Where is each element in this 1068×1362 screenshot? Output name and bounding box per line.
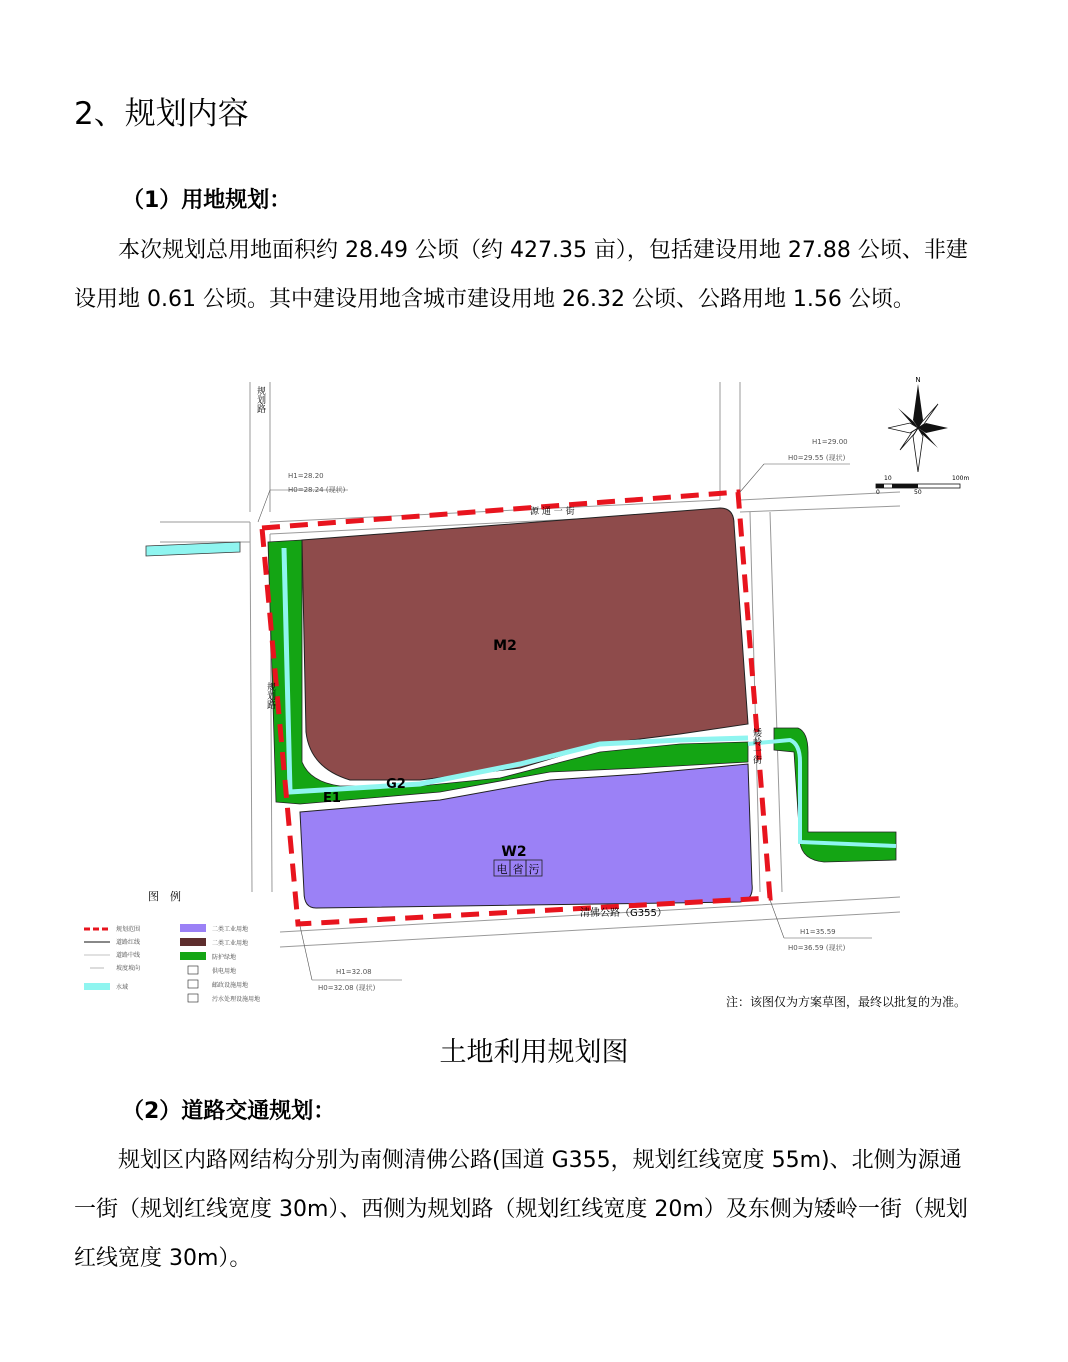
compass-icon [888, 376, 948, 472]
map-note: 注：该图仅为方案草图，最终以批复的为准。 [725, 995, 966, 1009]
land-use-plan-map [80, 372, 980, 1020]
scale-tick-10: 10 [884, 475, 892, 482]
label-e1: E1 [323, 791, 341, 806]
elev-nw-h0: H0=28.24 (现状) [288, 486, 346, 494]
legend-right-5: 污水处理设施用地 [212, 996, 261, 1003]
legend-right-0: 二类工业用地 [212, 926, 249, 933]
water-west [146, 542, 240, 556]
elev-sw-h1: H1=32.08 [336, 968, 372, 976]
elev-nw-h1: H1=28.20 [288, 472, 324, 480]
legend-left-0: 规划范围 [116, 926, 141, 933]
elev-ne-h0: H0=29.55 (现状) [788, 454, 846, 462]
land-use-paragraph: 本次规划总用地面积约 28.49 公顷（约 427.35 亩），包括建设用地 27.88 公顷、非建设用地 0.61 公顷。其中建设用地含城市建设用地 26.32 公顷、公路用地 1.56 公顷。 [74, 238, 968, 312]
elev-se-h1: H1=35.59 [800, 928, 836, 936]
legend-left-1: 道路红线 [116, 939, 141, 946]
elev-se-h0: H0=36.59 (现状) [788, 944, 846, 952]
map-svg [80, 372, 980, 1020]
w2-facility-boxes [494, 860, 542, 876]
road-label-east: 矮岭一街 [751, 728, 761, 764]
section-title: 2、规划内容 [74, 96, 249, 132]
w2-box-1: 电 [496, 863, 508, 876]
subsection-heading-land-use: （1）用地规划： [122, 188, 292, 213]
legend-left-4: 水域 [116, 984, 129, 991]
w2-box-3: 污 [528, 863, 540, 876]
road-label-west: 规划路 [265, 682, 275, 709]
legend-right-1: 二类工业用地 [212, 940, 249, 947]
label-w2: W2 [501, 844, 527, 860]
legend-right-2: 防护绿地 [212, 954, 237, 961]
legend-left-3: 坡度坡向 [116, 965, 141, 972]
legend-left-2: 道路中线 [116, 952, 141, 959]
road-paragraph: 规划区内路网结构分别为南侧清佛公路(国道 G355，规划红线宽度 55m)、北侧为源通一街（规划红线宽度 30m）、西侧为规划路（规划红线宽度 20m）及东侧为矮岭一街（规划红线宽度 30m）。 [74, 1148, 968, 1271]
legend [84, 889, 260, 1003]
legend-title: 图 例 [148, 890, 181, 903]
north-label: N [915, 376, 921, 384]
label-g2: G2 [386, 777, 406, 792]
road-label-north: 源 通 一 街 [530, 507, 575, 517]
elev-ne-h1: H1=29.00 [812, 438, 848, 446]
map-caption: 土地利用规划图 [439, 1037, 629, 1068]
road-label-west-top: 规划路 [255, 386, 265, 413]
elev-sw-h0: H0=32.08 (现状) [318, 984, 376, 992]
scale-tick-50: 50 [914, 489, 922, 496]
scale-tick-100: 100m [952, 475, 970, 482]
subsection-heading-road: （2）道路交通规划： [122, 1099, 336, 1124]
water-east [748, 740, 896, 846]
road-label-south: 清佛公路（G355） [580, 908, 667, 919]
legend-right-4: 邮政设施用地 [212, 982, 249, 989]
w2-box-2: 省 [512, 863, 524, 876]
legend-right-3: 供电用地 [212, 968, 237, 975]
scale-zero: 0 [876, 489, 880, 496]
label-m2: M2 [493, 638, 517, 654]
